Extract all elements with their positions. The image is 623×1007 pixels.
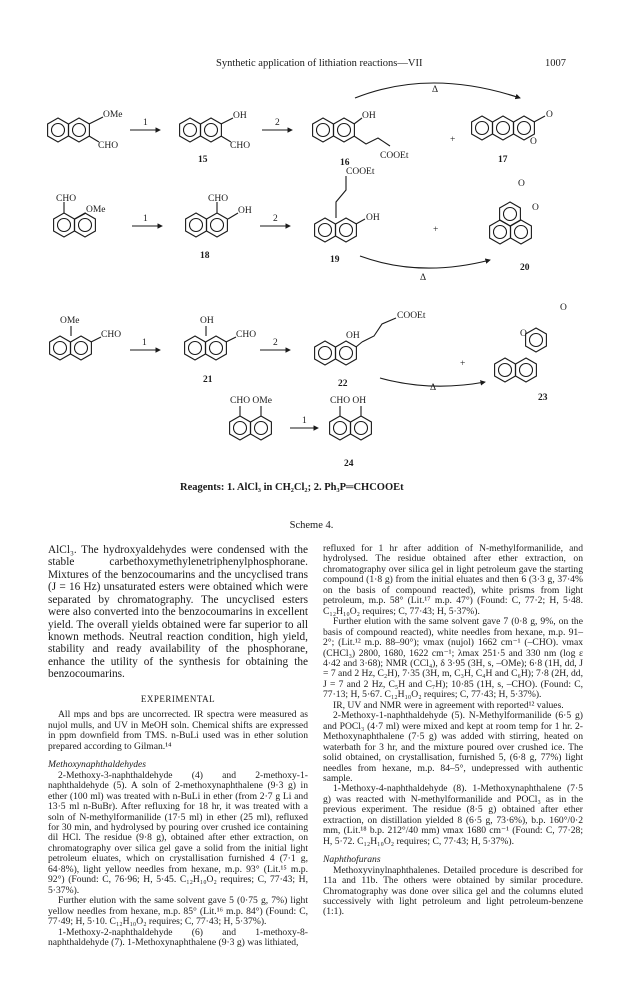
- cho-label: CHO: [56, 194, 77, 204]
- reaction-scheme: [0, 70, 623, 530]
- cho-ome-label: CHO OMe: [230, 396, 272, 406]
- scheme-caption: Scheme 4.: [289, 520, 334, 531]
- subsection-heading: Naphthofurans: [323, 854, 381, 866]
- running-title: Synthetic application of lithiation reactions—VII: [216, 58, 423, 69]
- oh-label: OH: [233, 111, 247, 121]
- step-label: 1: [302, 416, 307, 426]
- cho-label: CHO: [230, 141, 251, 151]
- paragraph: All mps and bps are uncorrected. IR spectra were measured as nujol mulls, and UV in MeOH soln. Chemical shifts are expressed in ppm downfield from TMS. n-BuLi used was in ether solution prepared according to Gilman.¹⁴: [48, 709, 308, 752]
- compound-number: 20: [520, 263, 530, 273]
- reaction-arrow-heat: [360, 256, 490, 268]
- naphthalene-ring: [330, 416, 372, 440]
- paragraph: refluxed for 1 hr after addition of N-methylformanilide, and hydrolysed. The residue obtained after ether extraction, on chromatography over silica gel in light petroleum gave the starting compound (1·8 g) from the initial eluates and then 6 (3·3 g, 37·4% on the basis of compound reacted), white prisms from light petroleum, m.p. 58° (Lit.¹⁷ m.p. 47°) (Found: C, 77·2; H, 5·48. C₁₂H₁₀O₂ requires; C, 77·43; H, 5·37%).: [323, 543, 583, 617]
- cho-label: CHO: [98, 141, 119, 151]
- paragraph: Methoxyvinylnaphthalenes. Detailed procedure is described for 11a and 11b. The others were obtained by similar procedure. Chromatography was done over silica gel and the columns eluted successively with light petroleum and light petroleum-benzene (1:1).: [323, 864, 583, 918]
- oh-label: OH: [200, 316, 214, 326]
- compound-number: 17: [498, 155, 508, 165]
- step-label: 1: [142, 338, 147, 348]
- naphthalene-ring: [54, 213, 96, 237]
- section-heading: EXPERIMENTAL: [140, 693, 216, 704]
- heat-label: Δ: [430, 383, 437, 393]
- naphthalene-ring: [315, 218, 357, 242]
- right-column: [323, 544, 583, 918]
- ome-label: OMe: [60, 316, 80, 326]
- cho-oh-label: CHO OH: [330, 396, 367, 406]
- intro-paragraph: AlCl₃. The hydroxyaldehydes were condensed with the stable carbethoxymethylenetriphenylphosphorane. Mixtures of the benzocoumarins and the uncyclised trans (J = 16 Hz) unsaturated esters were obtained which were separated by chromatography. The uncyclised esters were also converted into the benzocoumarins in excellent yield. The overall yields obtained were far superior to all known methods. Neutral reaction condition, high yield, stability and ready availability of the phosphorane, enhance the utility of the synthesis for obtaining the benzocoumarins.: [48, 544, 308, 681]
- oh-label: OH: [238, 206, 252, 216]
- o-label: O: [560, 303, 567, 313]
- naphthalene-ring: [230, 416, 272, 440]
- benzocoumarin-ring: [472, 116, 535, 140]
- ome-label: OMe: [103, 110, 123, 120]
- step-label: 1: [143, 118, 148, 128]
- paragraph: IR, UV and NMR were in agreement with reported¹² values.: [333, 699, 564, 711]
- paragraph: 1-Methoxy-4-naphthaldehyde (8). 1-Methoxynaphthalene (7·5 g) was reacted with N-methylformanilide and POCl₃ as in the previous experiment. The residue (8·5 g) obtained after ether extraction, on distillation yielded 8 (6·5 g, 73·6%), b.p. 160°/0·2 mm, (Lit.¹⁸ b.p. 212°/40 mm) νmax 1680 cm⁻¹ (Found: C, 77·28; H, 5·72. C₁₂H₁₀O₂ requires; C, 77·43; H, 5·37%).: [323, 783, 583, 847]
- benzocoumarin-ring: [490, 202, 532, 244]
- o-label: O: [530, 137, 537, 147]
- step-label: 2: [273, 338, 278, 348]
- heat-label: Δ: [420, 273, 427, 283]
- naphthalene-ring: [48, 118, 90, 142]
- o-label: O: [532, 203, 539, 213]
- naphthalene-ring: [50, 336, 92, 360]
- paragraph: Further elution with the same solvent gave 7 (0·8 g, 9%, on the basis of compound reacted), white needles from hexane, m.p. 91–2°; (Lit.¹² m.p. 88–90°); νmax (nujol) 1662 cm⁻¹ (–CHO). νmax (CHCl₃) 2800, 1680, 1622 cm⁻¹; λmax 251·5 and 330 nm (log ε 4·42 and 3·68); NMR (CCl₄), δ 3·95 (3H, s, –OMe); 6·8 (1H, dd, J = 7 and 2 Hz, C₂H), 7·35 (3H, m, C₃H, C₄H and C₆H); 7·8 (2H, dd, J = 7 and 2 Hz, C₅H and C₇H); 10·85 (1H, s, –CHO). (Found: C, 77·13; H, 5·67. C₁₂H₁₀O₂ requires; C, 77·43; H, 5·37%).: [323, 616, 583, 701]
- compound-number: 24: [344, 459, 354, 469]
- page-number: 1007: [545, 58, 566, 69]
- naphthalene-ring: [315, 341, 357, 365]
- cooet-label: COOEt: [397, 311, 426, 321]
- plus-sign: +: [433, 225, 439, 235]
- step-label: 2: [275, 118, 280, 128]
- paragraph: 1-Methoxy-2-naphthaldehyde (6) and 1-methoxy-8-naphthaldehyde (7). 1-Methoxynaphthalene (9·3 g) was lithiated,: [48, 926, 308, 948]
- compound-number: 23: [538, 393, 548, 403]
- heat-label: Δ: [432, 85, 439, 95]
- naphthalene-ring: [185, 336, 227, 360]
- o-label: O: [518, 179, 525, 189]
- o-label: O: [546, 110, 553, 120]
- naphthalene-ring: [180, 118, 222, 142]
- cooet-label: COOEt: [380, 151, 409, 161]
- step-label: 1: [143, 214, 148, 224]
- plus-sign: +: [450, 135, 456, 145]
- oh-label: OH: [346, 331, 360, 341]
- compound-number: 22: [338, 379, 348, 389]
- left-column: [48, 544, 308, 948]
- cho-label: CHO: [208, 194, 229, 204]
- plus-sign: +: [460, 359, 466, 369]
- paragraph: Further elution with the same solvent gave 5 (0·75 g, 7%) light yellow needles from hexane, m.p. 85° (Lit.¹⁶ m.p. 84°) (Found: C, 77·49; H, 5·10. C₁₂H₁₀O₂ requires; C, 77·43; H, 5·37%).: [48, 895, 308, 928]
- o-label: O: [520, 329, 527, 339]
- compound-number: 19: [330, 255, 340, 265]
- compound-number: 16: [340, 158, 350, 168]
- ome-label: OMe: [86, 205, 106, 215]
- naphthalene-ring: [313, 118, 355, 142]
- subsection-heading: Methoxynaphthaldehydes: [48, 759, 147, 771]
- cooet-label: COOEt: [346, 167, 375, 177]
- paragraph: 2-Methoxy-3-naphthaldehyde (4) and 2-methoxy-1-naphthaldehyde (5). A soln of 2-methoxynaphthalene (9·3 g) in ether (100 ml) was treated with n-BuLi in ether (from 2·7 g Li and 13·5 ml n-BuBr). After refluxing for 18 hr, it was treated with a soln of N-methylformanilide (17·5 ml) in ether (25 ml), refluxed for 30 min, and hydrolysed by pouring over crushed ice containing dil HCl. The residue (9·8 g), obtained after ether extraction, on chromatography over silica gel gave a solid from the initial light petroleum eluates, which on crystallisation furnished 4 (7·1 g, 64·8%), light yellow needles from hexane, m.p. 93° (Lit.¹⁵ m.p. 92°) (Found: C, 76·96; H, 5·45. C₁₂H₁₀O₂ requires; C, 77·43; H, 5·37%).: [48, 769, 308, 896]
- oh-label: OH: [362, 111, 376, 121]
- naphthalene-ring: [186, 213, 228, 237]
- oh-label: OH: [366, 213, 380, 223]
- compound-number: 15: [198, 155, 208, 165]
- cho-label: CHO: [101, 330, 122, 340]
- compound-number: 21: [203, 375, 213, 385]
- reagents-line: Reagents: 1. AlCl₃ in CH₂Cl₂; 2. Ph₃P═CHCOOEt: [180, 482, 404, 493]
- cho-label: CHO: [236, 330, 257, 340]
- paragraph: 2-Methoxy-1-naphthaldehyde (5). N-Methylformanilide (6·5 g) and POCl₃ (4·7 ml) were mixed and kept at room temp for 1 hr. 2-Methoxynaphthalene (7·5 g) was added with stirring, heated on waterbath for 3 hr, and the mixture poured over crushed ice. The solid obtained, on crystallisation, furnished 5, (6·8 g, 77%) light needles from hexane, m.p. 84–5°, undepressed with authentic sample.: [323, 710, 583, 784]
- compound-number: 18: [200, 251, 210, 261]
- step-label: 2: [273, 214, 278, 224]
